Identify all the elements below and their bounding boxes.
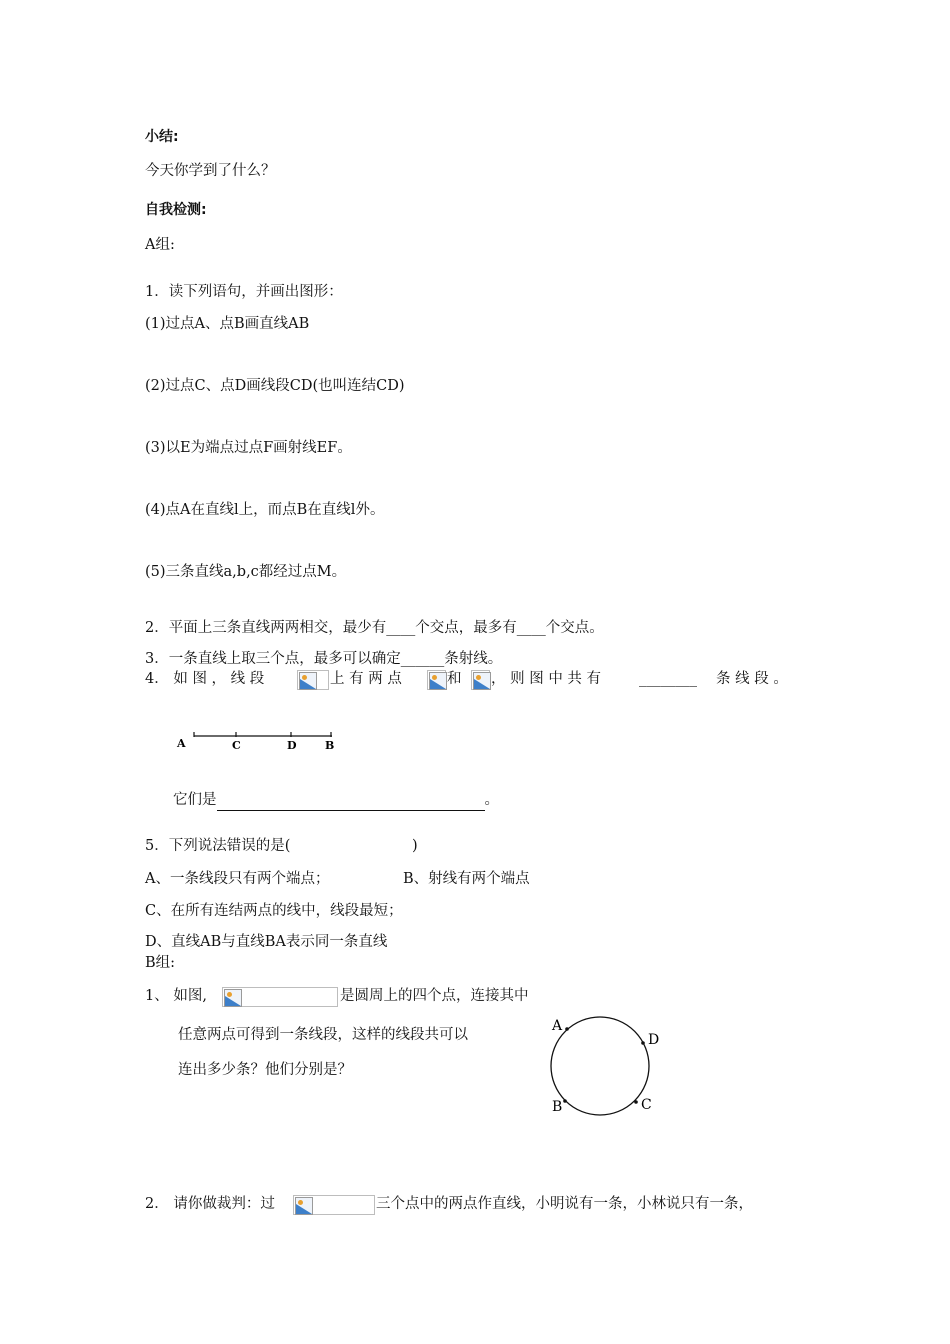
q4-part3: 和 [447, 671, 462, 687]
b2-lead: 2． 请你做裁判：过 [145, 1196, 275, 1212]
q2-line [145, 618, 604, 638]
q4-part1: 4． 如 图 ， 线 段 [145, 671, 265, 687]
broken-image-icon [473, 672, 491, 690]
q2-text-b: 个交点，最多有 [415, 620, 517, 636]
summary-question: 今天你学到了什么？ [145, 163, 276, 179]
segment-label-a: A [177, 737, 186, 750]
b1-lead: 1、 如图, [145, 988, 207, 1004]
segment-figure [170, 725, 350, 755]
q4-part4: ， 则 图 中 共 有 [491, 671, 602, 687]
b2-text: 三个点中的两点作直线，小明说有一条，小林说只有一条， [376, 1196, 753, 1212]
circle-label-a: A [552, 1018, 563, 1034]
q3-blank[interactable]: ______ [400, 651, 445, 667]
segment-label-b: B [325, 739, 335, 752]
b1-text-c: 连出多少条？他们分别是？ [178, 1062, 352, 1078]
q1-item-2: (2)过点C、点D画线段CD(也叫连结CD) [145, 378, 405, 394]
segment-label-d: D [287, 739, 297, 752]
q4-part2: 上 有 两 点 [330, 671, 402, 687]
group-a-label: A组: [145, 237, 175, 253]
b1-text-b: 任意两点可得到一条线段，这样的线段共可以 [178, 1027, 468, 1043]
group-b-label: B组: [145, 955, 176, 971]
point-b [563, 1099, 567, 1103]
circle-label-c: C [641, 1097, 652, 1113]
q1-item-1: (1)过点A、点B画直线AB [145, 316, 310, 332]
q5-stem: 5．下列说法错误的是( [145, 838, 291, 854]
q4-image-point-c [427, 670, 446, 690]
q4-answer-blank[interactable] [217, 790, 485, 811]
circle-label-d: D [648, 1032, 660, 1048]
q4-image-segment-ab [297, 670, 329, 690]
q2-text-c: 个交点。 [545, 620, 604, 636]
broken-image-icon [299, 672, 317, 690]
q5-option-d: D、直线AB与直线BA表示同一条直线 [145, 934, 388, 950]
q3-line [145, 649, 502, 669]
q4-they-are-line [173, 790, 499, 811]
q1-item-3: (3)以E为端点过点F画射线EF。 [145, 440, 352, 456]
q3-text-a: 3．一条直线上取三个点，最多可以确定 [145, 651, 401, 667]
q5-stem-close: ) [412, 838, 418, 854]
q3-text-b: 条射线。 [444, 651, 503, 667]
broken-image-icon [224, 989, 242, 1007]
self-test-heading: 自我检测: [145, 202, 207, 218]
q2-blank-max[interactable]: ____ [516, 620, 546, 636]
b1-text-a: 是圆周上的四个点，连接其中 [340, 988, 529, 1004]
summary-heading: 小结: [145, 129, 179, 145]
q4-period: 。 [484, 792, 499, 808]
point-d [641, 1041, 645, 1045]
q4-part5: 条 线 段 。 [716, 671, 788, 687]
q4-they-are: 它们是 [173, 792, 217, 808]
point-a [565, 1027, 569, 1031]
q1-item-5: (5)三条直线a,b,c都经过点M。 [145, 564, 347, 580]
q4-image-point-d [471, 670, 490, 690]
q2-text-a: 2．平面上三条直线两两相交，最少有 [145, 620, 387, 636]
q5-option-b: B、射线有两个端点 [403, 871, 530, 887]
b1-image-points [222, 987, 338, 1007]
circle-label-b: B [552, 1099, 563, 1115]
q5-option-c: C、在所有连结两点的线中，线段最短； [145, 903, 403, 919]
broken-image-icon [429, 672, 447, 690]
q1-item-4: (4)点A在直线l上，而点B在直线l外。 [145, 502, 385, 518]
q1-prompt: 1．读下列语句，并画出图形： [145, 284, 343, 300]
q4-blank[interactable]: ________ [639, 671, 697, 687]
b2-image-points [293, 1195, 375, 1215]
segment-label-c: C [232, 739, 241, 752]
broken-image-icon [295, 1197, 313, 1215]
circle-figure [540, 1010, 670, 1120]
q2-blank-min[interactable]: ____ [386, 620, 416, 636]
point-c [634, 1100, 638, 1104]
q5-option-a: A、一条线段只有两个端点； [145, 871, 330, 887]
